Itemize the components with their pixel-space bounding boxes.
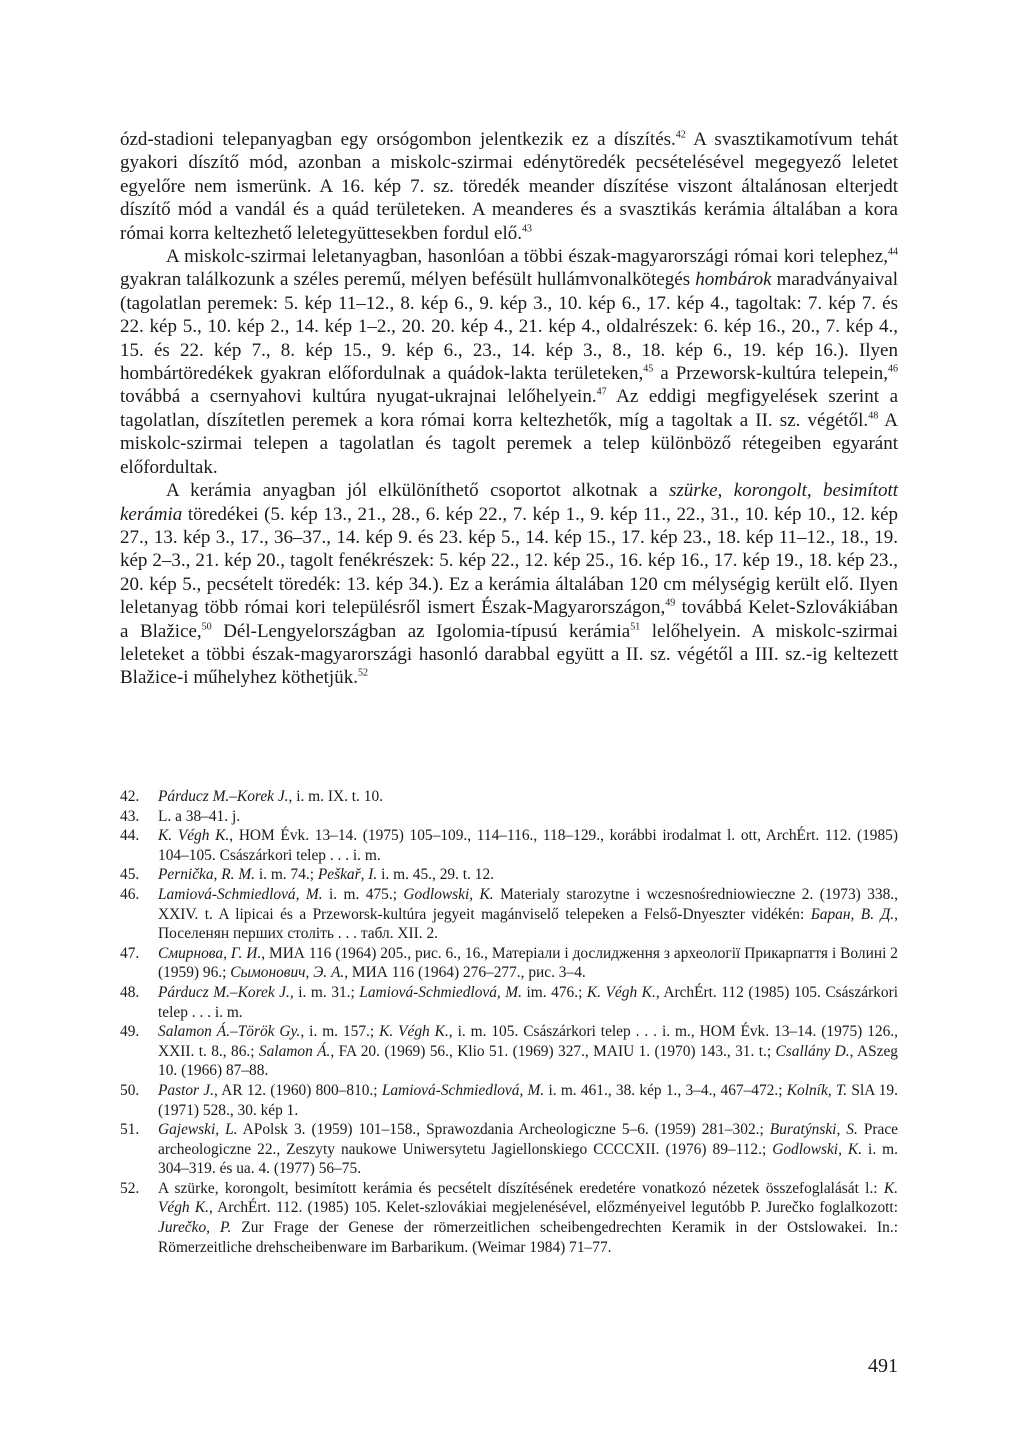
text-run: Materialy starozytne i wczesnośredniowieczne 2. (1973) 338., XXIV. t. A lipicai és a Przeworsk-kultúra jegyeit magánviselő telepeken a Felső-Dnyeszter vidékén: <box>158 885 899 923</box>
footnote-number: 48. <box>120 983 140 1001</box>
footnote-reference: 48 <box>868 410 879 422</box>
italic-text: Сымонович, Э. А. <box>230 964 345 982</box>
text-run: , Поселенян перших століть . . . табл. XII. 2. <box>158 905 898 943</box>
italic-text: Kolník, T. <box>786 1081 848 1099</box>
text-run: ózd-stadioni telepanyagban egy orsógombon jelentkezik ez a díszítés. <box>120 129 676 150</box>
text-run: i. m. 304–319. és ua. 4. (1977) 56–75. <box>158 1140 898 1178</box>
body-paragraph <box>120 245 898 479</box>
footnote-number: 49. <box>120 1023 140 1041</box>
footnote-number: 44. <box>120 827 140 845</box>
italic-text: K. Végh K. <box>158 1179 898 1217</box>
footnote-number: 50. <box>120 1081 140 1099</box>
italic-text: Jurečko, P. <box>158 1219 232 1237</box>
footnote <box>120 1081 898 1120</box>
text-run: A svasztikamotívum tehát gyakori díszítő mód, azonban a miskolc-szirmai edénytöredék pecsételésével megegyező leletet egyelőre nem ismerünk. A 16. kép 7. sz. töredék meander díszítése viszont általánosan elterjedt díszítő mód a vandál és a quád területeken. A meanderes és a svasztikás kerámia általában a kora római korra keltezhető leletegyüttesekben fordul elő. <box>120 129 899 244</box>
italic-text: Баран, В. Д. <box>810 905 895 923</box>
italic-text: Peškař, I. <box>317 866 378 884</box>
text-run: , i. m. IX. t. 10. <box>288 788 383 805</box>
footnote <box>120 787 898 807</box>
text-run: Zur Frage der Genese der römerzeitlichen scheibengedrechten Keramik in der Ostslowakei. In.: Römerzeitliche drehscheibenware im Barbarikum. (Weimar 1984) 71–77. <box>158 1219 898 1256</box>
italic-text: K. Végh K. <box>379 1023 449 1041</box>
text-run: i. m. 45., 29. t. 12. <box>377 866 494 884</box>
text-run: maradványaival (tagolatlan peremek: 5. kép 11–12., 8. kép 6., 9. kép 3., 10. kép 6., 17. kép 4., tagoltak: 7. kép 7. és 22. kép 5., 10. kép 2., 14. kép 1–2., 20. 20. kép 4., 21. kép 4., oldalrészek: 6. kép 16., 20., 7. kép 4., 15. és 22. kép 7., 8. kép 15., 9. kép 6., 23., 14. kép 3., 8., 18. kép 6., 19. kép 16.). Ilyen hombártöredékek gyakran előfordulnak a quádok-lakta területeken, <box>120 269 898 385</box>
italic-text: Buratýnski, S. <box>769 1121 858 1139</box>
italic-text: Godlowski, K. <box>772 1140 863 1158</box>
footnote-text <box>158 1120 898 1179</box>
text-run: , AR 12. (1960) 800–810.; <box>213 1081 382 1099</box>
text-run: , i. m. 157.; <box>300 1023 380 1041</box>
italic-text: K. Végh K. <box>158 827 230 845</box>
footnote-number: 45. <box>120 866 140 884</box>
footnote-reference: 52 <box>357 668 368 680</box>
text-run: im. 476.; <box>521 983 587 1001</box>
text-run: , i. m. 31.; <box>289 983 360 1001</box>
footnote-text <box>158 807 898 827</box>
footnote <box>120 885 898 944</box>
footnote-number: 42. <box>120 788 140 805</box>
page-number: 491 <box>868 1355 898 1377</box>
text-run: A kerámia anyagban jól elkülöníthető csoportot alkotnak a <box>166 480 669 502</box>
text-run: lelőhelyein. A miskolc-szirmai leleteket a többi észak-magyarországi hasonló darabbal együtt a II. sz. végétől a III. sz.-ig keltezett Blažice-i műhelyhez köthetjük. <box>120 620 898 689</box>
text-run: Az eddigi megfigyelések szerint a tagolatlan, díszítetlen peremek a kora római korra keltezhetők, míg a tagoltak a II. sz. végétől. <box>120 386 898 431</box>
italic-text: Salamon Á.–Török Gy. <box>158 1023 301 1041</box>
italic-text: Lamiová-Schmiedlová, M. <box>381 1081 545 1099</box>
italic-text: K. Végh K. <box>586 983 656 1001</box>
footnote <box>120 1120 898 1179</box>
footnote-text <box>158 944 898 983</box>
italic-text: Pernička, R. M. <box>158 866 256 884</box>
text-run: Prace archeologiczne 22., Zeszyty naukowe Uniwersytetu Jagiellonskiego CCCCXII. (1976) 89–112.; <box>158 1121 898 1158</box>
italic-text: Lamiová-Schmiedlová, M. <box>359 983 522 1001</box>
text-run: , ArchÉrt. 112. (1985) 105. Kelet-szlovákiai megjelenésével, előzményeivel legutóbb P. Jurečko foglalkozott: <box>209 1199 898 1217</box>
text-run: i. m. 461., 38. kép 1., 3–4., 467–472.; <box>544 1081 787 1099</box>
footnote-reference: 46 <box>888 363 898 375</box>
text-run: , FA 20. (1969) 56., Klio 51. (1969) 327., MAIU 1. (1970) 143., 31. t.; <box>330 1042 776 1060</box>
footnote-reference: 50 <box>201 621 212 633</box>
text-run: , i. m. 105. Császárkori telep . . . i. m., HOM Évk. 13–14. (1975) 126., XXII. t. 8., 86.; <box>158 1023 898 1060</box>
footnote-reference: 49 <box>665 597 676 609</box>
footnote-number: 43. <box>120 807 140 825</box>
footnote-number: 52. <box>120 1179 140 1197</box>
italic-text: Pastor J. <box>158 1081 214 1099</box>
footnotes <box>120 787 898 1257</box>
italic-text: hombárok <box>695 269 772 291</box>
footnote-text <box>158 787 898 807</box>
footnote-reference: 43 <box>522 223 533 235</box>
text-run: , МИА 116 (1964) 276–277., рис. 3–4. <box>344 964 586 982</box>
footnote <box>120 1022 898 1081</box>
footnote-text <box>158 885 898 944</box>
italic-text: Lamiová-Schmiedlová, M. <box>158 885 323 903</box>
body-paragraph <box>120 128 898 245</box>
italic-text: Párducz M.–Korek J. <box>158 788 289 805</box>
text-run: , МИА 116 (1964) 205., рис. 6., 16., Матеріали і дослидження з археології Прикарпаття і Волині 2 (1959) 96.; <box>158 944 898 982</box>
footnote-text <box>158 1179 898 1257</box>
text-run: , ArchÉrt. 112 (1985) 105. Császárkori telep . . . i. m. <box>158 983 899 1021</box>
footnote <box>120 807 898 827</box>
footnote-number: 47. <box>120 944 140 962</box>
text-run: SlA 19. (1971) 528., 30. kép 1. <box>158 1081 898 1119</box>
text-run: L. a 38–41. j. <box>158 807 241 825</box>
italic-text: Csallány D. <box>775 1042 850 1060</box>
italic-text: Смирнова, Г. И. <box>158 944 262 962</box>
italic-text: Gajewski, L. <box>158 1121 238 1139</box>
text-run: a Przeworsk-kultúra telepein, <box>653 363 888 385</box>
footnote <box>120 944 898 983</box>
footnote-text <box>158 865 898 885</box>
footnote-text <box>158 1022 898 1081</box>
text-run: APolsk 3. (1959) 101–158., Sprawozdania Archeologiczne 5–6. (1959) 281–302.; <box>237 1121 770 1139</box>
main-text <box>120 128 898 690</box>
text-run: i. m. 74.; <box>255 866 318 884</box>
italic-text: Godlowski, K. <box>403 885 494 903</box>
italic-text: Salamon Á. <box>258 1042 331 1060</box>
text-run: A miskolc-szirmai leletanyagban, hasonlóan a többi észak-magyarországi római kori telephez, <box>166 246 888 268</box>
body-paragraph <box>120 479 898 690</box>
text-run: Dél-Lengyelországban az Igolomia-típusú kerámia <box>211 620 631 642</box>
text-run: töredékei (5. kép 13., 21., 28., 6. kép 22., 7. kép 1., 9. kép 11., 22., 31., 10. kép 10., 12. kép 27., 13. kép 3., 17., 36–37., 14. kép 9. és 23. kép 5., 14. kép 15., 17. kép 23., 18. kép 11–12., 18., 19. kép 2–3., 21. kép 20., tagolt fenékrészek: 5. kép 22., 12. kép 25., 16. kép 16., 17. kép 19., 18. kép 23., 20. kép 5., pecsételt töredék: 13. kép 34.). Ez a kerámia általában 120 cm mélységig került elő. Ilyen leletanyag több római kori településről ismert Észak-Magyarországon, <box>120 503 898 619</box>
italic-text: szürke, korongolt, besimított kerámia <box>120 480 898 525</box>
text-run: i. m. 475.; <box>322 885 404 903</box>
footnote-text <box>158 826 898 865</box>
footnote-number: 51. <box>120 1121 140 1139</box>
footnote-reference: 42 <box>675 129 686 141</box>
text-run: gyakran találkozunk a széles peremű, mélyen befésült hullámvonalkötegés <box>120 269 696 291</box>
footnote-text <box>158 983 898 1022</box>
footnote <box>120 865 898 885</box>
text-run: továbbá a csernyahovi kultúra nyugat-ukrajnai lelőhelyein. <box>120 386 597 408</box>
footnote <box>120 826 898 865</box>
footnote-reference: 51 <box>630 621 641 633</box>
text-run: , ASzeg 10. (1966) 87–88. <box>158 1042 898 1080</box>
italic-text: Párducz M.–Korek J. <box>158 983 290 1001</box>
text-run: továbbá Kelet-Szlovákiában a Blažice, <box>120 597 898 642</box>
footnote-reference: 44 <box>888 246 898 258</box>
footnote <box>120 1179 898 1257</box>
text-run: A miskolc-szirmai telepen a tagolatlan és tagolt peremek a telep különböző rétegeiben egyaránt előfordultak. <box>120 409 898 478</box>
footnote-number: 46. <box>120 885 140 903</box>
text-run: A szürke, korongolt, besimított kerámia és pecsételt díszítésének eredetére vonatkozó nézetek összefoglalását l.: <box>158 1179 884 1197</box>
text-run: , HOM Évk. 13–14. (1975) 105–109., 114–116., 118–129., korábbi irodalmat l. ott, ArchÉrt. 112. (1985) 104–105. Császárkori telep . . . i. m. <box>158 827 898 864</box>
footnote-reference: 47 <box>596 387 607 399</box>
footnote <box>120 983 898 1022</box>
footnote-text <box>158 1081 898 1120</box>
footnote-reference: 45 <box>643 363 654 375</box>
